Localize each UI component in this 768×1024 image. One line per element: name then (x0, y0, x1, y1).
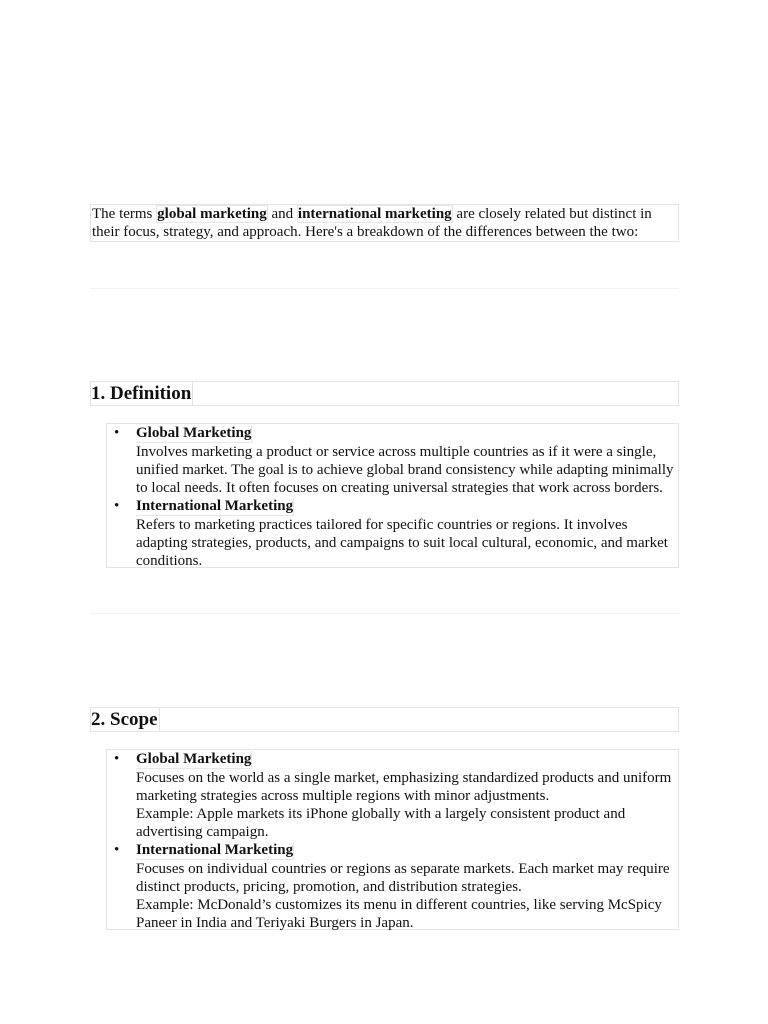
list-item (114, 424, 676, 497)
list-item (114, 841, 676, 932)
list-item (114, 497, 676, 570)
section-heading-definition (90, 381, 679, 406)
item-title: International Marketing (136, 842, 294, 858)
item-text: Focuses on the world as a single market, emphasizing standardized products and uniform marketing strategies across multiple regions with minor adjustments. (136, 770, 672, 804)
item-title: Global Marketing (136, 751, 252, 767)
item-title: International Marketing (136, 498, 294, 514)
section-divider (90, 288, 679, 289)
section-divider (90, 613, 679, 614)
item-example: Example: Apple markets its iPhone globally with a largely consistent product and advertising campaign. (136, 806, 626, 840)
section-heading-text: 1. Definition (91, 383, 192, 404)
section-heading-scope (90, 707, 679, 732)
intro-prefix: The terms (92, 206, 157, 222)
list-item (114, 750, 676, 841)
bullet-icon: • (114, 751, 120, 767)
intro-mid: and (267, 206, 297, 222)
item-title: Global Marketing (136, 425, 252, 441)
definition-list (106, 423, 679, 568)
item-text: Focuses on individual countries or regions as separate markets. Each market may require distinct products, pricing, promotion, and distribution strategies. (136, 861, 670, 895)
section-heading-text: 2. Scope (91, 709, 158, 730)
bullet-icon: • (114, 842, 120, 858)
bullet-icon: • (114, 498, 120, 514)
scope-list (106, 749, 679, 930)
item-example: Example: McDonald’s customizes its menu in different countries, like serving McSpicy Paneer in India and Teriyaki Burgers in Japan. (136, 897, 662, 931)
term-global-marketing: global marketing (157, 206, 267, 222)
intro-suffix: are closely related but distinct in their focus, strategy, and approach. Here's a breakdown of the differences between the two: (92, 206, 652, 240)
bullet-icon: • (114, 425, 120, 441)
item-text: Involves marketing a product or service across multiple countries as if it were a single, unified market. The goal is to achieve global brand consistency while adapting minimally to local needs. It often focuses on creating universal strategies that work across borders. (136, 444, 674, 496)
intro-paragraph (90, 204, 679, 242)
item-text: Refers to marketing practices tailored for specific countries or regions. It involves adapting strategies, products, and campaigns to suit local cultural, economic, and market conditions. (136, 517, 668, 569)
term-international-marketing: international marketing (297, 206, 452, 222)
